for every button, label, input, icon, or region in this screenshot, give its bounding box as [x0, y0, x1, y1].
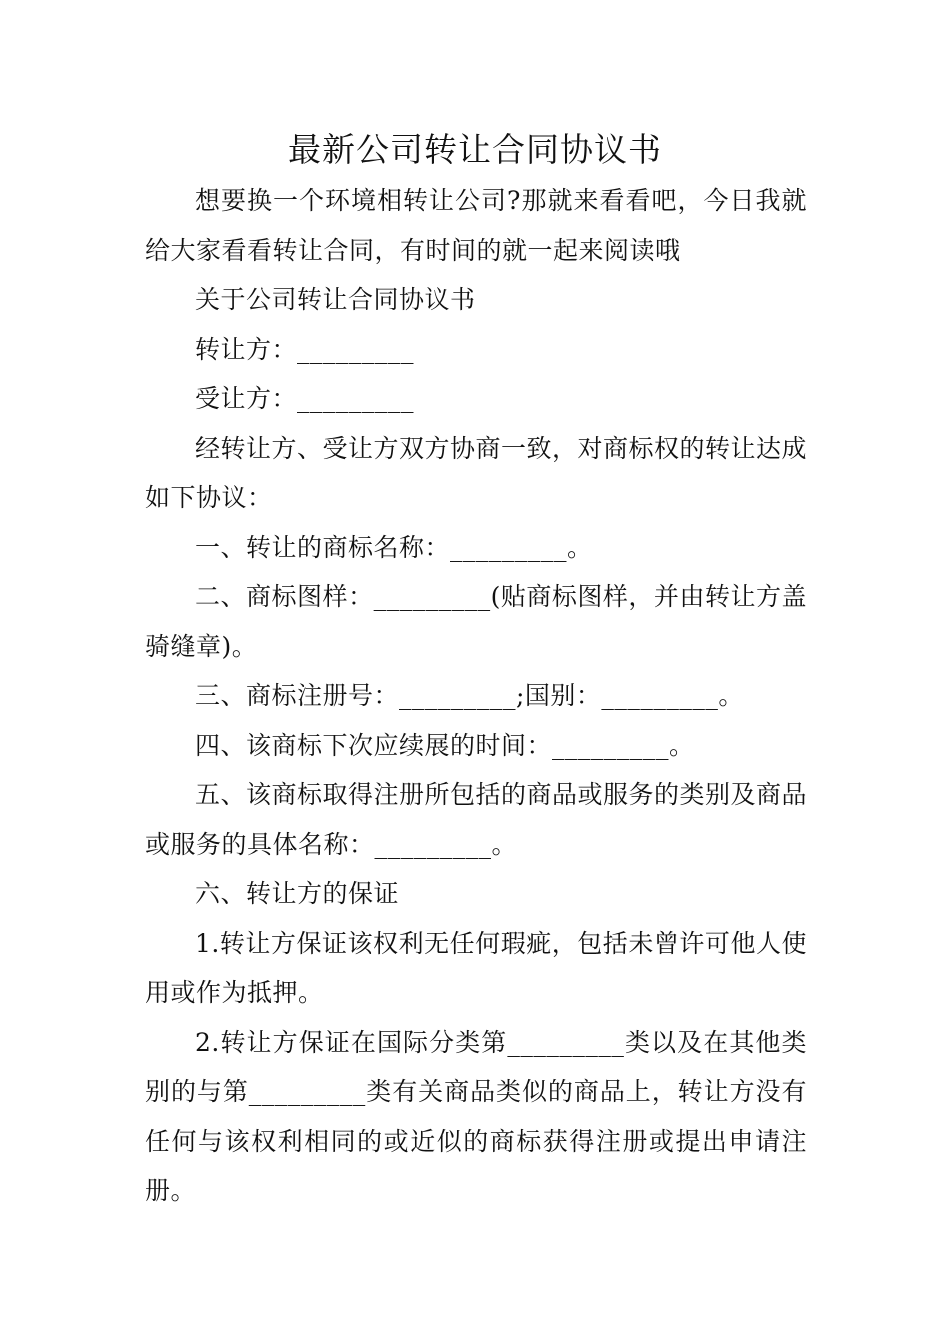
- clause-1-trademark-name: 一、转让的商标名称：_________。: [195, 532, 593, 562]
- clause-3-registration-number: 三、商标注册号：_________;国别：_________。: [195, 681, 744, 710]
- clause-2-trademark-sample: 二、商标图样：_________(贴商标图样，并由转让方盖骑缝章)。: [145, 582, 807, 661]
- intro-paragraph: 想要换一个环境相转让公司?那就来看看吧，今日我就给大家看看转让合同，有时间的就一起来阅读哦: [145, 186, 807, 265]
- clause-5-goods-services: 五、该商标取得注册所包括的商品或服务的类别及商品或服务的具体名称：_________。: [145, 780, 808, 859]
- document-body: [145, 176, 807, 1216]
- transferor-field: 转让方：_________: [195, 334, 415, 364]
- clause-4-renewal-date: 四、该商标下次应续展的时间：_________。: [195, 730, 695, 760]
- clause-6-heading: 六、转让方的保证: [195, 879, 400, 908]
- clause-6-item-2: 2.转让方保证在国际分类第_________类以及在其他类别的与第_________类有关商品类似的商品上，转让方没有任何与该权利相同的或近似的商标获得注册或提出申请注册。: [145, 1027, 807, 1205]
- transferee-field: 受让方：_________: [195, 384, 415, 413]
- document-title: 最新公司转让合同协议书: [288, 130, 662, 169]
- agreement-preamble: 经转让方、受让方双方协商一致，对商标权的转让达成如下协议：: [145, 433, 808, 512]
- clause-6-item-1: 1.转让方保证该权利无任何瑕疵，包括未曾许可他人使用或作为抵押。: [145, 928, 807, 1007]
- agreement-heading: 关于公司转让合同协议书: [195, 285, 476, 314]
